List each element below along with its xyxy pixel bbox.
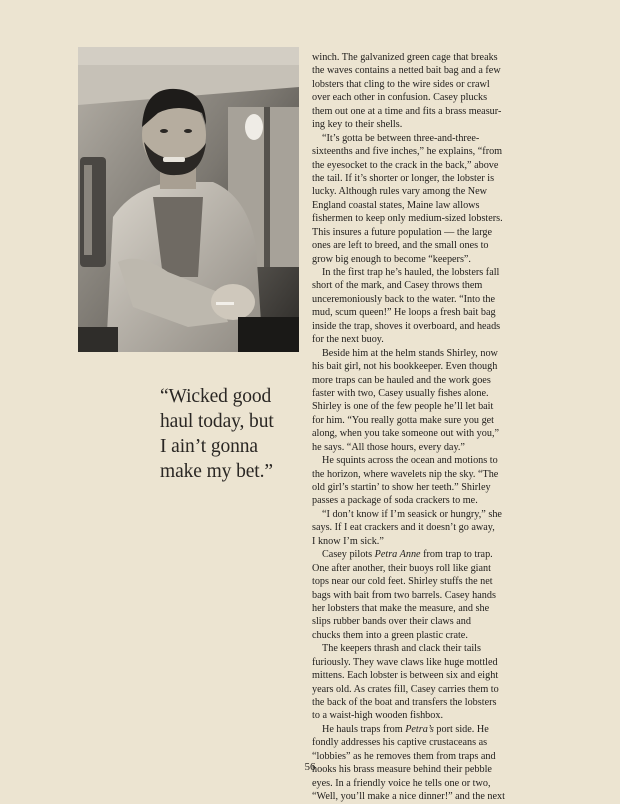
body-text-line	[312, 374, 524, 387]
body-text: along, when you take someone out with you,”	[312, 428, 500, 440]
body-text-line	[312, 239, 524, 252]
body-text-line	[312, 709, 524, 722]
body-text: One after another, their buoys roll like giant	[312, 562, 491, 574]
body-text: bags with bait from two barrels. Casey hands	[312, 589, 496, 601]
body-text-line	[312, 91, 524, 104]
body-text: unceremoniously back to the water. “Into the	[312, 293, 496, 305]
body-text: He squints across the ocean and motions to	[322, 455, 498, 467]
body-text: ing key to their shells.	[312, 119, 403, 131]
body-text-line	[312, 132, 524, 145]
body-text-line	[312, 145, 524, 158]
body-text: the waves contains a netted bait bag and a few	[312, 65, 501, 77]
body-text: inside the trap, shoves it overboard, and heads	[312, 320, 501, 332]
body-text-line	[312, 656, 524, 669]
body-text-line	[312, 750, 524, 763]
body-text: port side. He	[433, 723, 489, 735]
body-text-line	[312, 159, 524, 172]
body-text: Casey pilots	[322, 549, 375, 561]
body-text: her lobsters that make the measure, and she	[312, 602, 490, 614]
body-text-line	[312, 266, 524, 279]
body-text: slips rubber bands over their claws and	[312, 616, 471, 628]
body-text: fondly addresses his captive crustaceans as	[312, 737, 488, 749]
pull-quote	[160, 384, 310, 484]
body-text: passes a package of soda crackers to me.	[312, 495, 478, 507]
body-text-line	[312, 508, 524, 521]
body-text-line	[312, 185, 524, 198]
body-text: more traps can be hauled and the work goes	[312, 374, 491, 386]
body-text: to a waist-high wooden fishbox.	[312, 710, 444, 722]
body-text-line	[312, 575, 524, 588]
body-text-line	[312, 642, 524, 655]
body-text: the eyesocket to the crack in the back,” above	[312, 159, 499, 171]
body-text-line	[312, 279, 524, 292]
body-text-line	[312, 777, 524, 790]
body-text-line	[312, 535, 524, 548]
body-text-line	[312, 602, 524, 615]
body-text-line	[312, 790, 524, 803]
body-text: for the next buoy.	[312, 334, 384, 346]
body-text-line	[312, 521, 524, 534]
body-text: He hauls traps from	[322, 723, 406, 735]
body-text-line	[312, 212, 524, 225]
body-text: I know I’m sick.”	[312, 535, 384, 547]
body-text-line	[312, 118, 524, 131]
body-text: lucky. Although rules vary among the New	[312, 186, 488, 198]
body-text: lobsters that cling to the wire sides or crawl	[312, 78, 490, 90]
body-text: from trap to trap.	[420, 549, 493, 561]
body-text-line	[312, 51, 524, 64]
body-text-line	[312, 736, 524, 749]
body-text: Shirley is one of the few people he’ll let bait	[312, 401, 494, 413]
body-text: years old. As crates fill, Casey carries them to	[312, 683, 499, 695]
body-text: the horizon, where wavelets nip the sky. “The	[312, 468, 499, 480]
pull-quote-line: haul today, but	[160, 411, 274, 432]
body-text-line	[312, 454, 524, 467]
body-text-line	[312, 400, 524, 413]
body-text-line	[312, 172, 524, 185]
body-text-line	[312, 360, 524, 373]
body-text: old girl’s startin’ to show her teeth.” Shirley	[312, 482, 491, 493]
body-text: This insures a future population — the large	[312, 226, 493, 238]
body-text-line	[312, 494, 524, 507]
body-text-line	[312, 548, 524, 561]
body-text-line	[312, 696, 524, 709]
pull-quote-line: make my bet.”	[160, 461, 273, 482]
body-text: chucks them into a green plastic crate.	[312, 629, 468, 641]
body-text: sixteenths and five inches,” he explains, “from	[312, 146, 503, 158]
body-text: tops near our cold feet. Shirley stuffs the net	[312, 576, 493, 588]
body-text-line	[312, 481, 524, 494]
body-text: for him. “You really gotta make sure you get	[312, 414, 495, 426]
pull-quote-line: “Wicked good	[160, 386, 272, 407]
fisherman-photo	[78, 47, 299, 352]
body-text: furiously. They wave claws like huge mottled	[312, 656, 498, 668]
body-text: says. If I eat crackers and it doesn’t go away,	[312, 522, 495, 534]
body-text: hooks his brass measure behind their pebble	[312, 764, 492, 776]
body-text: over each other in confusion. Casey plucks	[312, 92, 488, 104]
body-text: “I don’t know if I’m seasick or hungry,” she	[322, 508, 502, 520]
body-text: The keepers thrash and clack their tails	[322, 643, 481, 655]
body-text-line	[312, 669, 524, 682]
body-text: England coastal states, Maine law allows	[312, 199, 480, 211]
page-number: 56	[304, 761, 316, 773]
body-text: mittens. Each lobster is between six and eight	[312, 670, 499, 682]
boat-name-italic: Petra Anne	[374, 549, 421, 561]
body-text-line	[312, 414, 524, 427]
body-text: short of the mark, and Casey throws them	[312, 280, 483, 292]
body-text-line	[312, 441, 524, 454]
body-text-line	[312, 226, 524, 239]
body-text-line	[312, 105, 524, 118]
body-text-line	[312, 333, 524, 346]
body-text-line	[312, 347, 524, 360]
article-body-column	[312, 51, 524, 804]
body-text-line	[312, 320, 524, 333]
body-text: ones are left to breed, and the small ones to	[312, 240, 489, 252]
body-text: he says. “All those hours, every day.”	[312, 441, 465, 453]
body-text: the tail. If it’s shorter or longer, the lobster is	[312, 172, 495, 184]
body-text: fishermen to keep only medium-sized lobsters.	[312, 213, 503, 225]
pull-quote-line: I ain’t gonna	[160, 436, 258, 457]
body-text: grow big enough to become “keepers”.	[312, 253, 471, 265]
body-text-line	[312, 293, 524, 306]
body-text: “lobbies” as he removes them from traps and	[312, 750, 496, 762]
body-text: faster with two, Casey usually fishes alone.	[312, 387, 489, 399]
body-text-line	[312, 468, 524, 481]
body-text-line	[312, 723, 524, 736]
body-text-line	[312, 562, 524, 575]
body-text: the back of the boat and transfers the lobsters	[312, 697, 497, 708]
body-text: his bait girl, not his bookkeeper. Even though	[312, 361, 498, 373]
body-text: eyes. In a friendly voice he tells one or two,	[312, 777, 491, 789]
body-text-line	[312, 763, 524, 776]
body-text-line	[312, 306, 524, 319]
body-text-line	[312, 64, 524, 77]
body-text-line	[312, 615, 524, 628]
body-text: Beside him at the helm stands Shirley, now	[322, 347, 498, 359]
body-text: “It’s gotta be between three-and-three-	[322, 132, 480, 144]
body-text-line	[312, 253, 524, 266]
body-text: them out one at a time and fits a brass measur-	[312, 105, 502, 117]
body-text: In the first trap he’s hauled, the lobsters fall	[322, 267, 500, 278]
body-text-line	[312, 427, 524, 440]
body-text-line	[312, 387, 524, 400]
body-text: winch. The galvanized green cage that breaks	[312, 52, 498, 63]
body-text: “Well, you’ll make a nice dinner!” and the next	[312, 791, 505, 803]
boat-name-italic: Petra’s	[405, 723, 434, 735]
body-text-line	[312, 199, 524, 212]
body-text-line	[312, 683, 524, 696]
body-text: mud, scum queen!” He loops a fresh bait bag	[312, 307, 496, 319]
body-text-line	[312, 78, 524, 91]
body-text-line	[312, 629, 524, 642]
body-text-line	[312, 589, 524, 602]
